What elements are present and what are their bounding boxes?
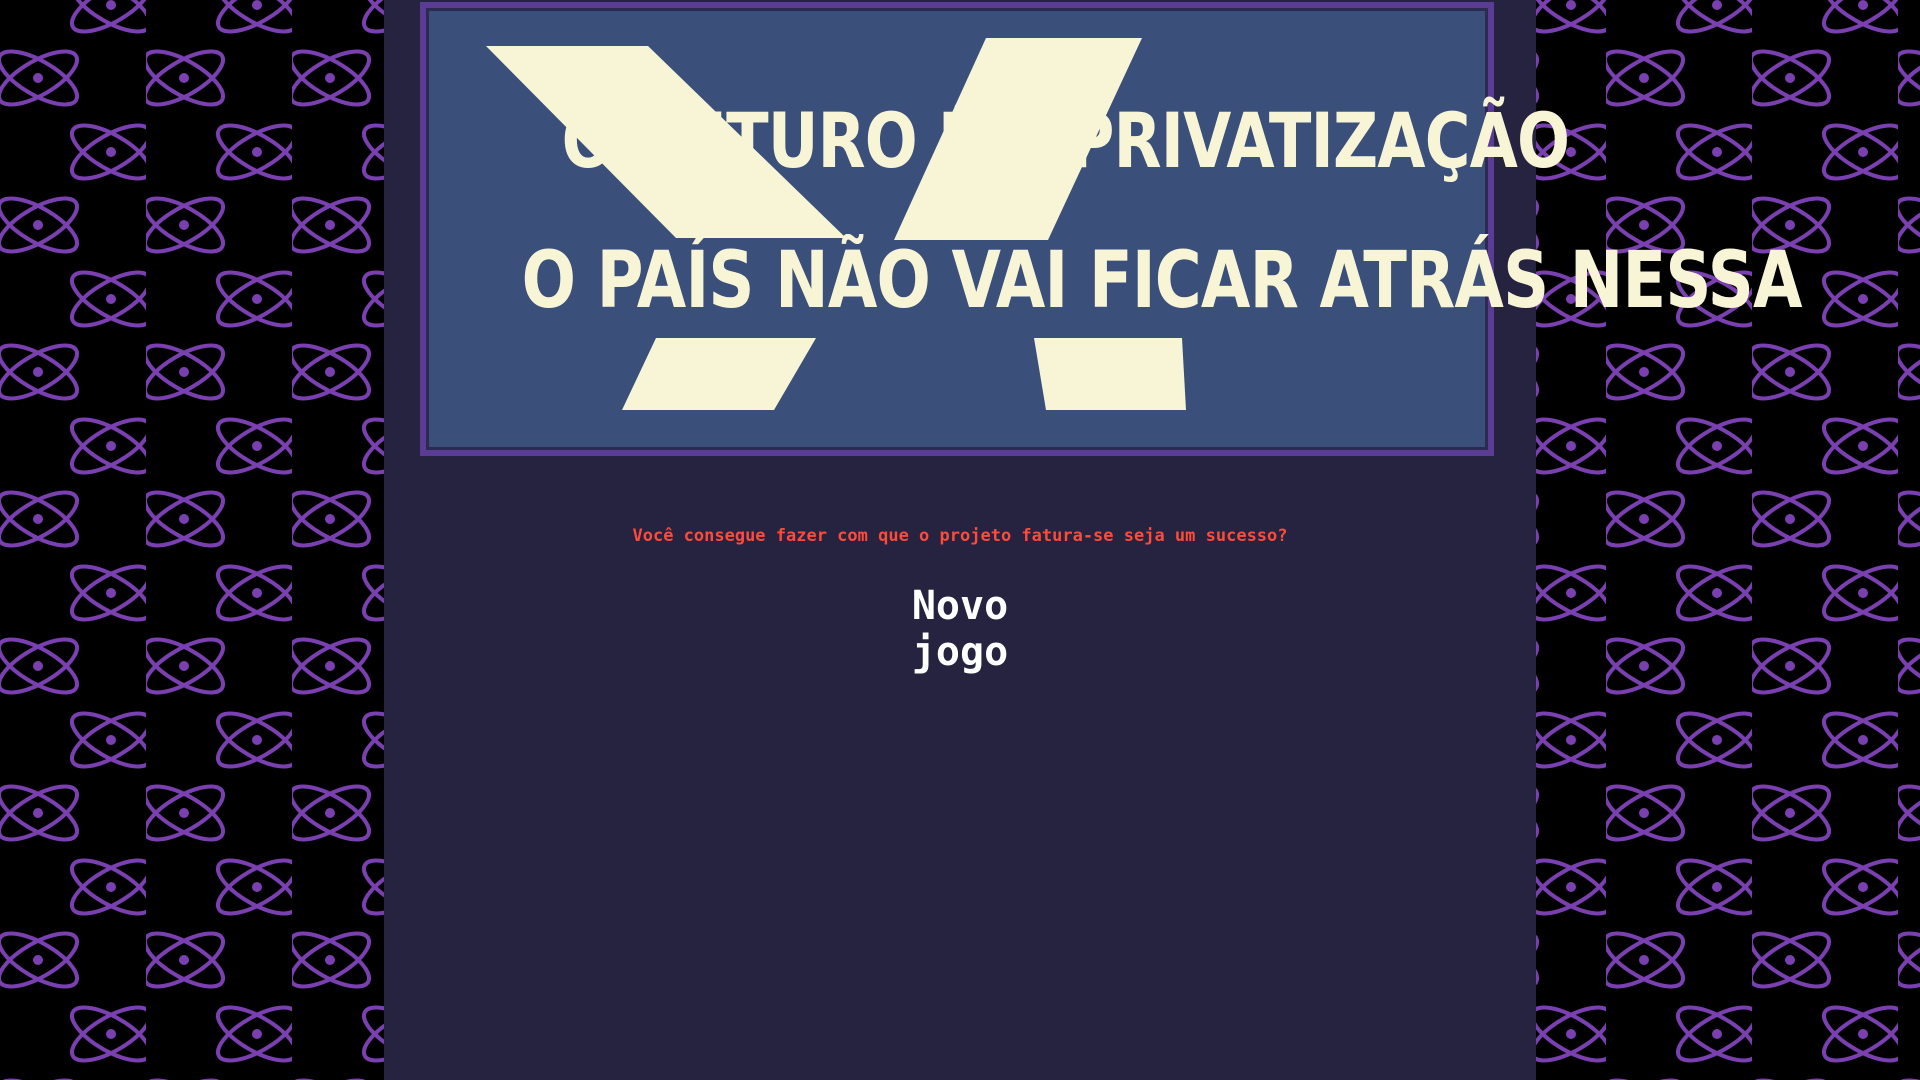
new-game-button[interactable]: Novo jogo	[860, 583, 1060, 639]
headline-privatization: O FUTURO É A PRIVATIZAÇÃO	[561, 96, 1570, 185]
main-panel	[384, 0, 1802, 1080]
x-mark-icon	[426, 8, 1802, 450]
headline-country: O PAÍS NÃO VAI FICAR ATRÁS NESSA	[521, 236, 1802, 326]
game-tagline: Você consegue fazer com que o projeto fatura-se seja um sucesso?	[632, 526, 1288, 546]
title-banner	[420, 2, 1802, 456]
